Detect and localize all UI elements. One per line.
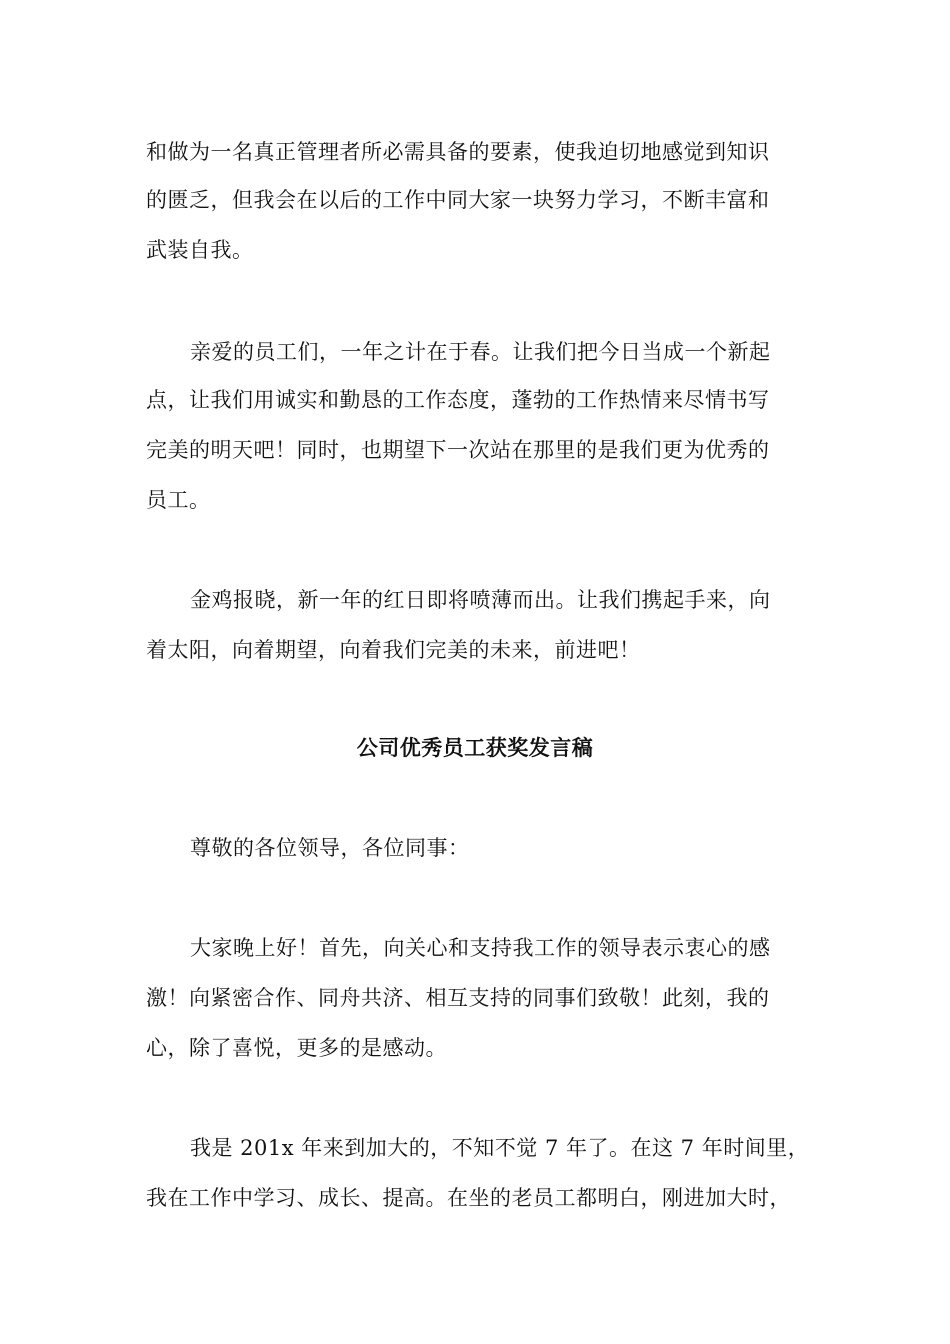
paragraph-3-line-2: 着太阳，向着期望，向着我们完美的未来，前进吧！ xyxy=(146,638,641,662)
paragraph-4-line-1: 大家晚上好！首先，向关心和支持我工作的领导表示衷心的感 xyxy=(190,936,771,960)
paragraph-5-line-1: 我是 201x 年来到加大的，不知不觉 7 年了。在这 7 年时间里， xyxy=(190,1136,810,1160)
paragraph-2-line-3: 完美的明天吧！同时，也期望下一次站在那里的是我们更为优秀的 xyxy=(146,438,770,462)
paragraph-1-line-3: 武装自我。 xyxy=(146,238,254,262)
paragraph-3-line-1: 金鸡报晓，新一年的红日即将喷薄而出。让我们携起手来，向 xyxy=(190,588,771,612)
paragraph-4-line-2: 激！向紧密合作、同舟共济、相互支持的同事们致敬！此刻，我的 xyxy=(146,986,770,1010)
paragraph-4-line-3: 心，除了喜悦，更多的是感动。 xyxy=(146,1036,447,1060)
paragraph-2-line-4: 员工。 xyxy=(146,488,211,512)
paragraph-2-line-1: 亲爱的员工们，一年之计在于春。让我们把今日当成一个新起 xyxy=(190,340,771,364)
section-title: 公司优秀员工获奖发言稿 xyxy=(356,736,594,760)
paragraph-2-line-2: 点，让我们用诚实和勤恳的工作态度，蓬勃的工作热情来尽情书写 xyxy=(146,388,770,412)
salutation: 尊敬的各位领导，各位同事： xyxy=(190,836,470,860)
paragraph-5-line-2: 我在工作中学习、成长、提高。在坐的老员工都明白，刚进加大时， xyxy=(146,1186,791,1210)
paragraph-1-line-1: 和做为一名真正管理者所必需具备的要素，使我迫切地感觉到知识 xyxy=(146,140,770,164)
paragraph-1-line-2: 的匮乏，但我会在以后的工作中同大家一块努力学习，不断丰富和 xyxy=(146,188,770,212)
